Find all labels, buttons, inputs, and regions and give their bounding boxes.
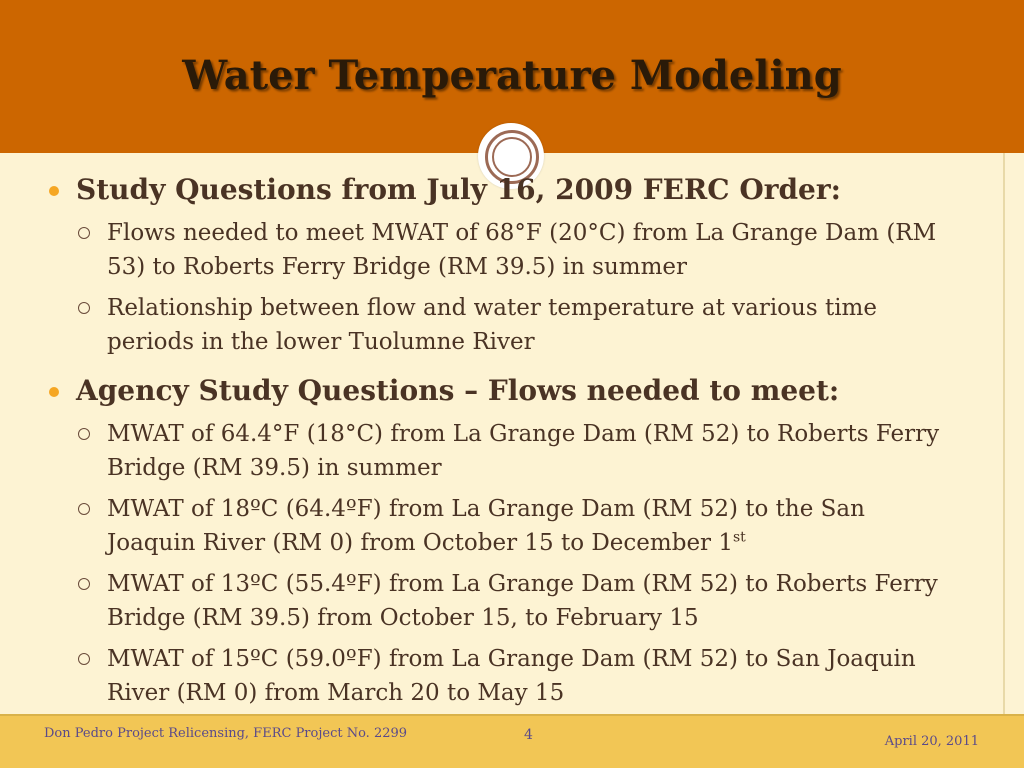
list-item-text: Flows needed to meet MWAT of 68°F (20°C) from La Grange Dam (RM 53) to Roberts Ferry Bridge (RM 39.5) in summer: [107, 220, 937, 280]
hollow-circle-bullet-icon: [78, 428, 90, 440]
list-item: [40, 291, 960, 359]
hollow-circle-bullet-icon: [78, 653, 90, 665]
footer-band: [0, 716, 1024, 768]
panel-border: [1003, 153, 1005, 716]
section-heading-text: Study Questions from July 16, 2009 FERC Order:: [76, 173, 841, 206]
list-item: [40, 567, 960, 635]
list-item-text: MWAT of 13ºC (55.4ºF) from La Grange Dam (RM 52) to Roberts Ferry Bridge (RM 39.5) from October 15, to February 15: [107, 571, 938, 631]
hollow-circle-bullet-icon: [78, 503, 90, 515]
hollow-circle-bullet-icon: [78, 302, 90, 314]
list-item-text: Relationship between flow and water temperature at various time periods in the lower Tuolumne River: [107, 295, 877, 355]
superscript-st: st: [733, 529, 746, 546]
list-item-text: MWAT of 15ºC (59.0ºF) from La Grange Dam (RM 52) to San Joaquin River (RM 0) from March 20 to May 15: [107, 646, 916, 706]
list-item: [40, 642, 960, 710]
bullet-dot-icon: [49, 387, 59, 397]
bullet-dot-icon: [49, 186, 59, 196]
section-heading-text: Agency Study Questions – Flows needed to meet:: [76, 374, 840, 407]
ornament-ring-inner: [492, 137, 532, 177]
list-item: [40, 216, 960, 284]
section-heading: [40, 373, 960, 409]
slide-title: Water Temperature Modeling: [182, 52, 842, 99]
list-item-text: MWAT of 64.4°F (18°C) from La Grange Dam (RM 52) to Roberts Ferry Bridge (RM 39.5) in summer: [107, 421, 940, 481]
hollow-circle-bullet-icon: [78, 578, 90, 590]
footer-date: April 20, 2011: [884, 734, 979, 749]
slide-content: [40, 172, 960, 717]
page-number: 4: [524, 727, 533, 743]
list-item: [40, 492, 960, 560]
hollow-circle-bullet-icon: [78, 227, 90, 239]
list-item: [40, 417, 960, 485]
section-heading: [40, 172, 960, 208]
footer-project-text: Don Pedro Project Relicensing, FERC Project No. 2299: [44, 726, 408, 741]
list-item-text: MWAT of 18ºC (64.4ºF) from La Grange Dam (RM 52) to the San Joaquin River (RM 0) from October 15 to December 1: [107, 496, 865, 556]
